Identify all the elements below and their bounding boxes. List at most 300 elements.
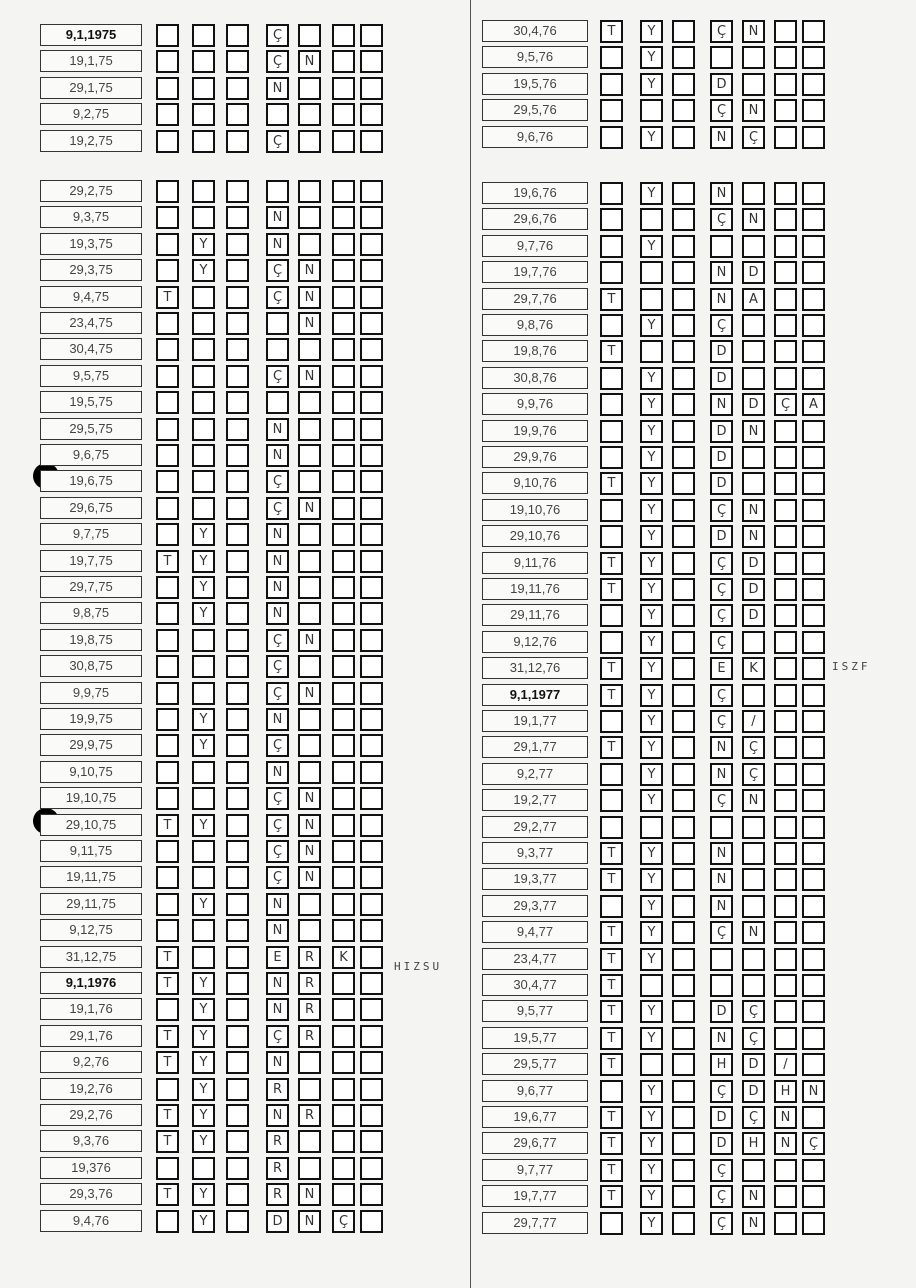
mark-box[interactable] <box>192 180 215 203</box>
mark-box[interactable] <box>360 130 383 153</box>
mark-box[interactable]: Y <box>640 868 663 891</box>
mark-box[interactable] <box>332 286 355 309</box>
mark-box[interactable]: K <box>742 657 765 680</box>
mark-box[interactable]: N <box>742 20 765 43</box>
mark-box[interactable] <box>156 180 179 203</box>
mark-box[interactable] <box>156 523 179 546</box>
mark-box[interactable] <box>226 972 249 995</box>
mark-box[interactable]: N <box>742 1185 765 1208</box>
mark-box[interactable]: N <box>774 1106 797 1129</box>
mark-box[interactable] <box>298 602 321 625</box>
mark-box[interactable] <box>226 761 249 784</box>
mark-box[interactable]: Ç <box>710 552 733 575</box>
mark-box[interactable] <box>742 631 765 654</box>
mark-box[interactable] <box>742 314 765 337</box>
mark-box[interactable] <box>360 24 383 47</box>
mark-box[interactable] <box>672 1185 695 1208</box>
mark-box[interactable] <box>600 1080 623 1103</box>
mark-box[interactable] <box>332 470 355 493</box>
mark-box[interactable]: Ç <box>742 1027 765 1050</box>
mark-box[interactable] <box>600 499 623 522</box>
mark-box[interactable] <box>332 259 355 282</box>
mark-box[interactable] <box>802 73 825 96</box>
mark-box[interactable] <box>298 24 321 47</box>
mark-box[interactable]: Y <box>640 736 663 759</box>
mark-box[interactable]: Y <box>640 367 663 390</box>
mark-box[interactable] <box>600 604 623 627</box>
mark-box[interactable] <box>672 420 695 443</box>
mark-box[interactable] <box>332 787 355 810</box>
mark-box[interactable] <box>226 444 249 467</box>
mark-box[interactable] <box>774 552 797 575</box>
mark-box[interactable]: Y <box>192 1183 215 1206</box>
mark-box[interactable] <box>226 24 249 47</box>
mark-box[interactable] <box>774 208 797 231</box>
mark-box[interactable] <box>360 1157 383 1180</box>
mark-box[interactable] <box>802 1027 825 1050</box>
mark-box[interactable] <box>774 604 797 627</box>
mark-box[interactable]: N <box>742 499 765 522</box>
mark-box[interactable]: N <box>298 787 321 810</box>
mark-box[interactable] <box>298 893 321 916</box>
mark-box[interactable] <box>672 340 695 363</box>
mark-box[interactable] <box>226 103 249 126</box>
mark-box[interactable] <box>226 259 249 282</box>
mark-box[interactable] <box>742 235 765 258</box>
mark-box[interactable]: Ç <box>266 682 289 705</box>
mark-box[interactable]: N <box>266 418 289 441</box>
mark-box[interactable] <box>332 365 355 388</box>
mark-box[interactable]: N <box>298 840 321 863</box>
mark-box[interactable] <box>802 1159 825 1182</box>
mark-box[interactable] <box>332 130 355 153</box>
mark-box[interactable]: N <box>710 288 733 311</box>
mark-box[interactable] <box>774 525 797 548</box>
mark-box[interactable] <box>774 974 797 997</box>
mark-box[interactable]: Ç <box>266 629 289 652</box>
mark-box[interactable] <box>742 446 765 469</box>
mark-box[interactable]: Y <box>192 259 215 282</box>
mark-box[interactable] <box>600 525 623 548</box>
mark-box[interactable]: Ç <box>710 20 733 43</box>
mark-box[interactable] <box>802 20 825 43</box>
mark-box[interactable]: T <box>600 1106 623 1129</box>
mark-box[interactable] <box>360 286 383 309</box>
mark-box[interactable] <box>332 602 355 625</box>
mark-box[interactable]: N <box>710 868 733 891</box>
mark-box[interactable] <box>600 367 623 390</box>
mark-box[interactable]: Ç <box>710 631 733 654</box>
mark-box[interactable] <box>156 708 179 731</box>
mark-box[interactable]: T <box>156 946 179 969</box>
mark-box[interactable] <box>192 1157 215 1180</box>
mark-box[interactable] <box>360 497 383 520</box>
mark-box[interactable] <box>226 866 249 889</box>
mark-box[interactable]: Y <box>640 182 663 205</box>
mark-box[interactable]: Ç <box>710 684 733 707</box>
mark-box[interactable]: Y <box>640 763 663 786</box>
mark-box[interactable] <box>802 340 825 363</box>
mark-box[interactable] <box>156 365 179 388</box>
mark-box[interactable]: Ç <box>710 1185 733 1208</box>
mark-box[interactable] <box>332 418 355 441</box>
mark-box[interactable]: Y <box>640 921 663 944</box>
mark-box[interactable] <box>298 206 321 229</box>
mark-box[interactable]: Y <box>640 393 663 416</box>
mark-box[interactable]: Ç <box>266 24 289 47</box>
mark-box[interactable] <box>156 682 179 705</box>
mark-box[interactable] <box>774 895 797 918</box>
mark-box[interactable] <box>266 103 289 126</box>
mark-box[interactable] <box>226 1130 249 1153</box>
mark-box[interactable] <box>802 99 825 122</box>
mark-box[interactable] <box>672 20 695 43</box>
mark-box[interactable] <box>360 893 383 916</box>
mark-box[interactable] <box>226 365 249 388</box>
mark-box[interactable]: Ç <box>710 578 733 601</box>
mark-box[interactable] <box>226 734 249 757</box>
mark-box[interactable] <box>298 523 321 546</box>
mark-box[interactable] <box>360 602 383 625</box>
mark-box[interactable] <box>360 708 383 731</box>
mark-box[interactable] <box>332 893 355 916</box>
mark-box[interactable]: Ç <box>266 286 289 309</box>
mark-box[interactable] <box>360 840 383 863</box>
mark-box[interactable] <box>640 288 663 311</box>
mark-box[interactable]: Ç <box>710 789 733 812</box>
mark-box[interactable] <box>600 393 623 416</box>
mark-box[interactable] <box>192 840 215 863</box>
mark-box[interactable] <box>226 286 249 309</box>
mark-box[interactable]: N <box>742 525 765 548</box>
mark-box[interactable] <box>226 206 249 229</box>
mark-box[interactable]: Ç <box>266 1025 289 1048</box>
mark-box[interactable] <box>156 576 179 599</box>
mark-box[interactable]: T <box>156 286 179 309</box>
mark-box[interactable] <box>332 814 355 837</box>
mark-box[interactable]: N <box>774 1132 797 1155</box>
mark-box[interactable]: Y <box>192 1051 215 1074</box>
mark-box[interactable]: N <box>266 1051 289 1074</box>
mark-box[interactable] <box>156 391 179 414</box>
mark-box[interactable] <box>774 73 797 96</box>
mark-box[interactable]: N <box>298 286 321 309</box>
mark-box[interactable] <box>600 314 623 337</box>
mark-box[interactable]: T <box>600 736 623 759</box>
mark-box[interactable]: Ç <box>742 126 765 149</box>
mark-box[interactable] <box>332 338 355 361</box>
mark-box[interactable] <box>226 814 249 837</box>
mark-box[interactable]: N <box>298 497 321 520</box>
mark-box[interactable] <box>192 761 215 784</box>
mark-box[interactable] <box>298 130 321 153</box>
mark-box[interactable] <box>802 895 825 918</box>
mark-box[interactable]: Y <box>640 604 663 627</box>
mark-box[interactable] <box>774 1212 797 1235</box>
mark-box[interactable] <box>298 550 321 573</box>
mark-box[interactable]: T <box>156 1104 179 1127</box>
mark-box[interactable] <box>192 682 215 705</box>
mark-box[interactable]: Y <box>192 814 215 837</box>
mark-box[interactable]: N <box>298 259 321 282</box>
mark-box[interactable]: Ç <box>742 1106 765 1129</box>
mark-box[interactable] <box>600 446 623 469</box>
mark-box[interactable] <box>298 1078 321 1101</box>
mark-box[interactable] <box>156 24 179 47</box>
mark-box[interactable] <box>332 103 355 126</box>
mark-box[interactable] <box>802 552 825 575</box>
mark-box[interactable] <box>156 206 179 229</box>
mark-box[interactable]: Y <box>640 789 663 812</box>
mark-box[interactable]: Y <box>640 552 663 575</box>
mark-box[interactable] <box>332 233 355 256</box>
mark-box[interactable] <box>774 948 797 971</box>
mark-box[interactable]: N <box>298 866 321 889</box>
mark-box[interactable] <box>600 235 623 258</box>
mark-box[interactable] <box>672 1159 695 1182</box>
mark-box[interactable] <box>774 789 797 812</box>
mark-box[interactable] <box>332 1104 355 1127</box>
mark-box[interactable] <box>600 126 623 149</box>
mark-box[interactable]: H <box>774 1080 797 1103</box>
mark-box[interactable]: N <box>742 99 765 122</box>
mark-box[interactable]: D <box>710 525 733 548</box>
mark-box[interactable]: D <box>742 578 765 601</box>
mark-box[interactable] <box>742 948 765 971</box>
mark-box[interactable] <box>672 261 695 284</box>
mark-box[interactable] <box>298 1051 321 1074</box>
mark-box[interactable]: T <box>156 1183 179 1206</box>
mark-box[interactable] <box>332 50 355 73</box>
mark-box[interactable] <box>226 1157 249 1180</box>
mark-box[interactable] <box>802 631 825 654</box>
mark-box[interactable]: N <box>266 233 289 256</box>
mark-box[interactable] <box>600 73 623 96</box>
mark-box[interactable]: Y <box>192 998 215 1021</box>
mark-box[interactable] <box>774 288 797 311</box>
mark-box[interactable] <box>332 444 355 467</box>
mark-box[interactable]: T <box>600 472 623 495</box>
mark-box[interactable]: Y <box>192 1104 215 1127</box>
mark-box[interactable]: R <box>266 1130 289 1153</box>
mark-box[interactable]: R <box>266 1183 289 1206</box>
mark-box[interactable]: Y <box>192 233 215 256</box>
mark-box[interactable]: D <box>710 73 733 96</box>
mark-box[interactable] <box>360 365 383 388</box>
mark-box[interactable] <box>226 470 249 493</box>
mark-box[interactable]: E <box>710 657 733 680</box>
mark-box[interactable] <box>226 946 249 969</box>
mark-box[interactable] <box>298 418 321 441</box>
mark-box[interactable]: Ç <box>742 736 765 759</box>
mark-box[interactable] <box>742 974 765 997</box>
mark-box[interactable] <box>802 420 825 443</box>
mark-box[interactable] <box>226 1210 249 1233</box>
mark-box[interactable] <box>156 629 179 652</box>
mark-box[interactable] <box>266 338 289 361</box>
mark-box[interactable] <box>360 470 383 493</box>
mark-box[interactable] <box>360 103 383 126</box>
mark-box[interactable]: Y <box>640 657 663 680</box>
mark-box[interactable]: T <box>600 288 623 311</box>
mark-box[interactable]: T <box>600 552 623 575</box>
mark-box[interactable] <box>600 420 623 443</box>
mark-box[interactable]: Ç <box>710 1212 733 1235</box>
mark-box[interactable]: R <box>298 1025 321 1048</box>
mark-box[interactable] <box>226 629 249 652</box>
mark-box[interactable]: N <box>298 682 321 705</box>
mark-box[interactable] <box>156 259 179 282</box>
mark-box[interactable] <box>360 1078 383 1101</box>
mark-box[interactable] <box>298 103 321 126</box>
mark-box[interactable] <box>360 444 383 467</box>
mark-box[interactable] <box>226 50 249 73</box>
mark-box[interactable] <box>600 46 623 69</box>
mark-box[interactable] <box>332 866 355 889</box>
mark-box[interactable]: Ç <box>266 470 289 493</box>
mark-box[interactable] <box>332 629 355 652</box>
mark-box[interactable]: K <box>332 946 355 969</box>
mark-box[interactable] <box>298 444 321 467</box>
mark-box[interactable]: Ç <box>266 365 289 388</box>
mark-box[interactable]: N <box>710 1027 733 1050</box>
mark-box[interactable]: N <box>710 736 733 759</box>
mark-box[interactable] <box>672 895 695 918</box>
mark-box[interactable] <box>332 1130 355 1153</box>
mark-box[interactable] <box>332 708 355 731</box>
mark-box[interactable] <box>298 338 321 361</box>
mark-box[interactable]: N <box>266 761 289 784</box>
mark-box[interactable] <box>600 763 623 786</box>
mark-box[interactable] <box>156 50 179 73</box>
mark-box[interactable] <box>266 391 289 414</box>
mark-box[interactable] <box>672 736 695 759</box>
mark-box[interactable] <box>360 50 383 73</box>
mark-box[interactable] <box>226 391 249 414</box>
mark-box[interactable]: Y <box>192 1025 215 1048</box>
mark-box[interactable] <box>640 208 663 231</box>
mark-box[interactable] <box>774 631 797 654</box>
mark-box[interactable] <box>802 816 825 839</box>
mark-box[interactable] <box>332 312 355 335</box>
mark-box[interactable]: N <box>266 77 289 100</box>
mark-box[interactable] <box>192 470 215 493</box>
mark-box[interactable] <box>226 77 249 100</box>
mark-box[interactable] <box>298 576 321 599</box>
mark-box[interactable] <box>192 655 215 678</box>
mark-box[interactable] <box>156 312 179 335</box>
mark-box[interactable]: H <box>710 1053 733 1076</box>
mark-box[interactable]: Ç <box>266 814 289 837</box>
mark-box[interactable] <box>774 1185 797 1208</box>
mark-box[interactable] <box>774 340 797 363</box>
mark-box[interactable]: Ç <box>266 497 289 520</box>
mark-box[interactable]: T <box>600 921 623 944</box>
mark-box[interactable] <box>332 682 355 705</box>
mark-box[interactable] <box>226 130 249 153</box>
mark-box[interactable] <box>600 182 623 205</box>
mark-box[interactable]: N <box>266 1104 289 1127</box>
mark-box[interactable] <box>802 288 825 311</box>
mark-box[interactable] <box>332 550 355 573</box>
mark-box[interactable]: Y <box>640 631 663 654</box>
mark-box[interactable]: Ç <box>710 208 733 231</box>
mark-box[interactable] <box>774 235 797 258</box>
mark-box[interactable] <box>298 180 321 203</box>
mark-box[interactable] <box>742 842 765 865</box>
mark-box[interactable]: N <box>742 208 765 231</box>
mark-box[interactable]: Y <box>640 1000 663 1023</box>
mark-box[interactable] <box>192 338 215 361</box>
mark-box[interactable] <box>360 919 383 942</box>
mark-box[interactable]: T <box>600 948 623 971</box>
mark-box[interactable] <box>600 631 623 654</box>
mark-box[interactable] <box>226 233 249 256</box>
mark-box[interactable]: Ç <box>742 763 765 786</box>
mark-box[interactable] <box>360 998 383 1021</box>
mark-box[interactable] <box>226 312 249 335</box>
mark-box[interactable]: T <box>156 972 179 995</box>
mark-box[interactable] <box>802 1106 825 1129</box>
mark-box[interactable] <box>226 682 249 705</box>
mark-box[interactable]: Ç <box>710 99 733 122</box>
mark-box[interactable] <box>672 472 695 495</box>
mark-box[interactable] <box>226 1104 249 1127</box>
mark-box[interactable] <box>672 1106 695 1129</box>
mark-box[interactable] <box>672 604 695 627</box>
mark-box[interactable] <box>774 736 797 759</box>
mark-box[interactable] <box>298 761 321 784</box>
mark-box[interactable]: Y <box>640 1080 663 1103</box>
mark-box[interactable] <box>600 99 623 122</box>
mark-box[interactable] <box>156 787 179 810</box>
mark-box[interactable] <box>672 446 695 469</box>
mark-box[interactable] <box>672 1027 695 1050</box>
mark-box[interactable] <box>774 657 797 680</box>
mark-box[interactable] <box>640 99 663 122</box>
mark-box[interactable] <box>600 261 623 284</box>
mark-box[interactable] <box>672 499 695 522</box>
mark-box[interactable] <box>672 126 695 149</box>
mark-box[interactable]: Y <box>640 1132 663 1155</box>
mark-box[interactable]: Y <box>192 1210 215 1233</box>
mark-box[interactable]: T <box>156 814 179 837</box>
mark-box[interactable] <box>672 1053 695 1076</box>
mark-box[interactable]: D <box>710 340 733 363</box>
mark-box[interactable] <box>360 761 383 784</box>
mark-box[interactable] <box>802 578 825 601</box>
mark-box[interactable] <box>672 99 695 122</box>
mark-box[interactable]: Y <box>640 842 663 865</box>
mark-box[interactable] <box>600 208 623 231</box>
mark-box[interactable]: Ç <box>710 710 733 733</box>
mark-box[interactable]: Y <box>640 1185 663 1208</box>
mark-box[interactable]: D <box>710 1132 733 1155</box>
mark-box[interactable] <box>226 418 249 441</box>
mark-box[interactable] <box>774 1159 797 1182</box>
mark-box[interactable] <box>226 919 249 942</box>
mark-box[interactable] <box>774 314 797 337</box>
mark-box[interactable] <box>360 312 383 335</box>
mark-box[interactable] <box>774 1027 797 1050</box>
mark-box[interactable] <box>774 710 797 733</box>
mark-box[interactable]: T <box>600 1000 623 1023</box>
mark-box[interactable] <box>802 472 825 495</box>
mark-box[interactable]: Ç <box>710 499 733 522</box>
mark-box[interactable] <box>774 578 797 601</box>
mark-box[interactable]: Ç <box>332 1210 355 1233</box>
mark-box[interactable]: R <box>266 1157 289 1180</box>
